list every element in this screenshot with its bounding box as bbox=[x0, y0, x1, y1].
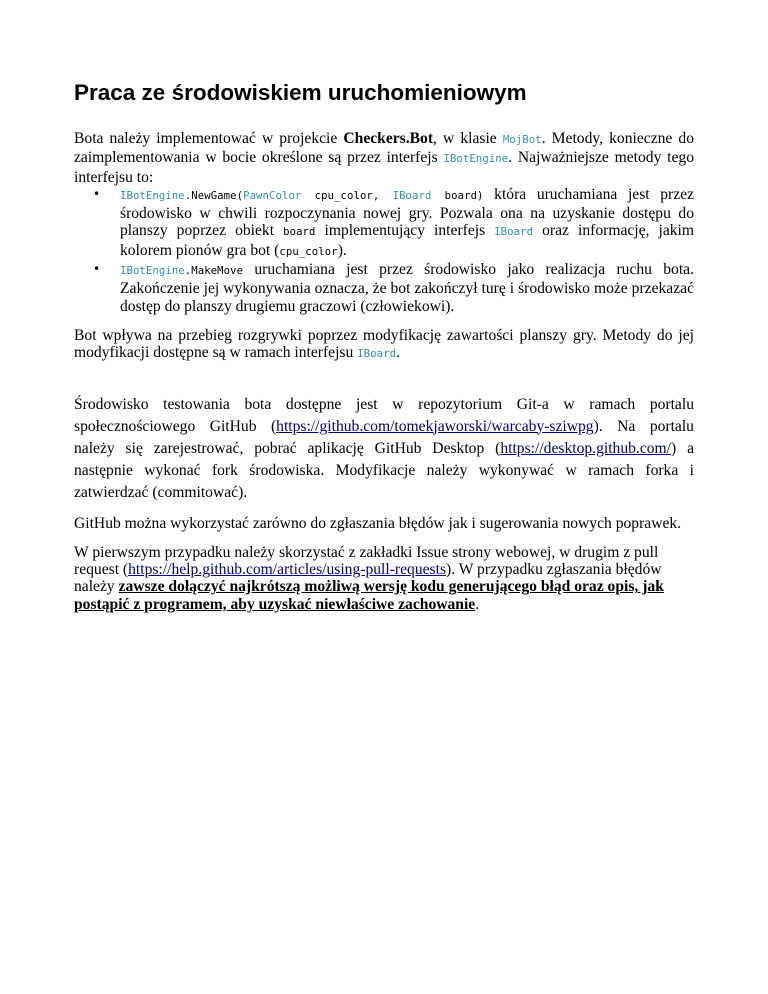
method-description: która uruchamiana jest przez środowisko w chwili rozpoczynania nowej gry. Pozwala ona na uzyskanie dostępu do planszy poprzez obiekt bbox=[120, 185, 694, 240]
method-description: uruchamiana jest przez środowisko jako realizacja ruchu bota. Zakończenie jej wykonywania oznacza, że bot zakończył turę i środowisko może przekazać dostęp do planszy drugiemu graczowi (człowiekowi). bbox=[120, 261, 694, 315]
board-text: Bot wpływa na przebieg rozgrywki poprzez modyfikację zawartości planszy gry. Metody do jej modyfikacji dostępne są w ramach interfejsu bbox=[74, 326, 694, 362]
intro-text: . Najważniejsze metody tego interfejsu to: bbox=[74, 149, 694, 186]
document-page bbox=[74, 78, 694, 613]
code-token: IBotEngine bbox=[120, 189, 185, 202]
desktop-link[interactable]: https://desktop.github.com/ bbox=[500, 439, 672, 457]
method-description: oraz informację, jakim kolorem pionów gra bot ( bbox=[120, 222, 695, 259]
repo-link[interactable]: https://github.com/tomekjaworski/warcaby-sziwpg bbox=[276, 417, 594, 435]
code-token: cpu_color bbox=[279, 245, 338, 258]
intro-text: . Metody, konieczne do zaimplementowania w bocie określone są przez interfejs bbox=[74, 130, 695, 167]
method-list bbox=[74, 186, 694, 315]
code-token: .NewGame( bbox=[184, 189, 244, 202]
method-description: ). bbox=[337, 241, 347, 259]
issue-paragraph bbox=[74, 544, 694, 613]
github-text: Środowisko testowania bota dostępne jest w repozytorium Git-a w ramach portalu społecznościowego GitHub ( bbox=[74, 395, 694, 435]
interface-name-code: IBotEngine bbox=[443, 153, 509, 166]
board-text: . bbox=[396, 344, 400, 362]
intro-paragraph bbox=[74, 130, 694, 186]
bullet-icon: • bbox=[93, 186, 101, 201]
interface-name-code: IBoard bbox=[357, 348, 397, 361]
class-name-code: MojBot bbox=[502, 134, 542, 146]
usage-paragraph: GitHub można wykorzystać zarówno do zgłaszania błędów jak i sugerowania nowych poprawek. bbox=[74, 514, 682, 532]
code-token: IBoard bbox=[494, 226, 534, 239]
method-list-item-newgame bbox=[74, 186, 694, 261]
intro-text: Bota należy implementować w projekcie bbox=[74, 130, 344, 147]
github-text: ). Na portalu należy się zarejestrować, pobrać aplikację GitHub Desktop ( bbox=[74, 417, 694, 457]
code-token: board bbox=[283, 226, 316, 239]
pull-requests-link[interactable]: https://help.github.com/articles/using-pull-requests bbox=[128, 561, 447, 579]
bullet-icon: • bbox=[93, 262, 101, 277]
code-token: board) bbox=[431, 189, 484, 202]
emphasized-requirement: zawsze dołączyć najkrótszą możliwą wersję kodu generującego błąd oraz opis, jak postąpić z programem, aby uzyskać niewłaściwe zachowanie bbox=[74, 578, 664, 613]
issue-text: W pierwszym przypadku należy skorzystać z zakładki Issue strony webowej, w drugim z pull request ( bbox=[74, 543, 659, 579]
project-name: Checkers.Bot bbox=[343, 130, 434, 147]
issue-text: . bbox=[475, 595, 480, 613]
issue-text: ). W przypadku zgłaszania błędów należy bbox=[74, 561, 662, 596]
method-description: implementujący interfejs bbox=[315, 222, 495, 240]
github-paragraph bbox=[74, 394, 694, 504]
code-token: IBotEngine bbox=[120, 265, 185, 278]
intro-text: , w klasie bbox=[433, 130, 503, 147]
method-list-item-makemove bbox=[74, 261, 694, 315]
code-token: cpu_color, bbox=[301, 189, 393, 202]
github-text: ) a następnie wykonać fork środowiska. Modyfikacje należy wykonywać w ramach forka i zatwierdzać (commitować). bbox=[74, 439, 694, 501]
board-paragraph bbox=[74, 327, 694, 364]
code-token: PawnColor bbox=[243, 189, 302, 202]
code-token: IBoard bbox=[392, 189, 432, 202]
code-token: .MakeMove bbox=[184, 265, 244, 278]
page-title: Praca ze środowiskiem uruchomieniowym bbox=[74, 80, 527, 105]
